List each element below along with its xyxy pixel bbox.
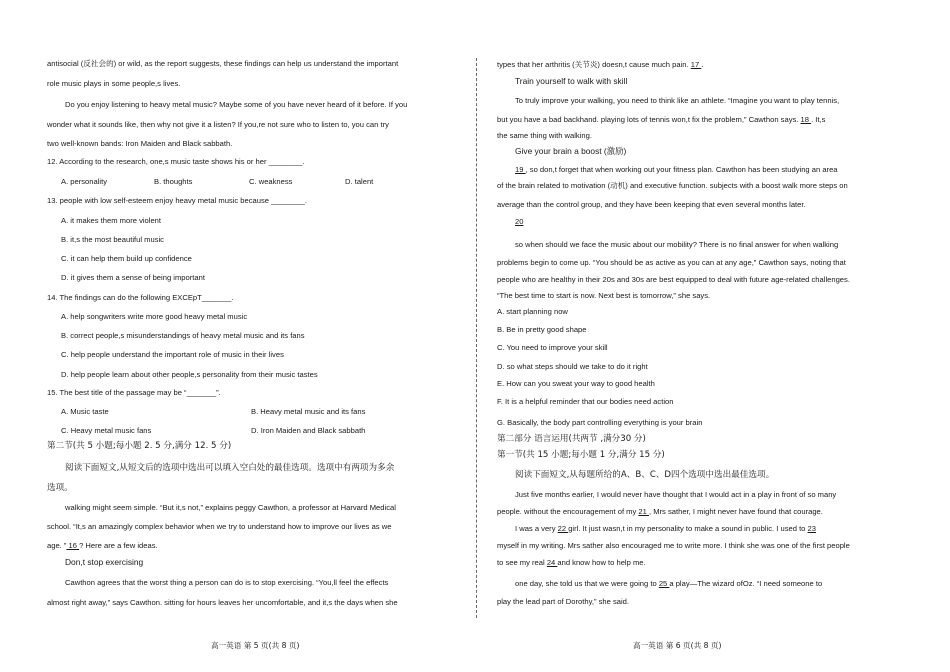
option-13d: D. it gives them a sense of being important [61,273,205,282]
passage-line: people who are healthy in their 20s and 30s are best equipped to deal with future age-related challenges. [497,275,850,284]
option-g: G. Basically, the body part controlling everything is your brain [497,418,703,427]
passage-line: I was a very 22 girl. It just wasn,t in my personality to make a sound in public. I used to 23 [515,524,816,533]
right-page [497,0,905,672]
option-d: D. so what steps should we take to do it right [497,362,648,371]
blank-20: 20 [515,217,524,226]
passage-line: average than the control group, and they have been keeping that even several months later. [497,200,806,209]
page-footer: 高一英语 第 6 页(共 8 页) [633,641,722,650]
option-15d: D. Iron Maiden and Black sabbath [251,426,366,435]
question-15-stem: 15. The best title of the passage may be “_______”. [47,388,221,397]
passage-line: antisocial (反社会的) or wild, as the report suggests, these findings can help us understand the important [47,59,399,68]
passage-line: wonder what it sounds like, then why not give it a listen? If you,re not sure who to listen to, you can try [47,120,389,129]
option-12d: D. talent [345,177,374,186]
option-15a: A. Music taste [61,407,109,416]
option-15c: C. Heavy metal music fans [61,426,152,435]
column-divider [476,58,477,618]
passage-line: Just five months earlier, I would never have thought that I would act in a play in front of so many [515,490,837,499]
passage-line: one day, she told us that we were going to 25 a play—The wizard ofOz. “I need someone to [515,579,823,588]
passage-line: two well-known bands: Iron Maiden and Black sabbath. [47,139,233,148]
blank-19: 19 [515,165,526,174]
blank-22: 22 [557,524,569,533]
option-a: A. start planning now [497,307,568,316]
blank-18: 18 [800,115,812,124]
blank-16: 16 [66,541,80,550]
passage-line: to see my real 24 and know how to help me. [497,558,646,567]
option-14c: C. help people understand the important role of music in their lives [61,350,284,359]
passage-line: problems begin to come up. “You should be as active as you can at any age,” Cawthon says, noting that [497,258,846,267]
passage-line: almost right away,” says Cawthon. sitting for hours leaves her uncomfortable, and it,s the days when she [47,598,398,607]
option-c: C. You need to improve your skill [497,343,608,352]
page-footer: 高一英语 第 5 页(共 8 页) [211,641,300,650]
option-b: B. Be in pretty good shape [497,325,587,334]
option-14b: B. correct people,s misunderstandings of heavy metal music and its fans [61,331,305,340]
passage-line: myself in my writing. Mrs sather also encouraged me to write more. I think she was one of the first people [497,541,850,550]
option-13c: C. it can help them build up confidence [61,254,192,263]
section-2-instructions: 选项。 [47,483,73,493]
passage-line: so when should we face the music about our mobility? There is no final answer for when walking [515,240,839,249]
passage-line: role music plays in some people,s lives. [47,79,181,88]
passage-line: of the brain related to motivation (动机) and executive function. subjects with a boost walk more steps on [497,181,848,190]
question-12-stem: 12. According to the research, one,s music taste shows his or her ________. [47,157,305,166]
subheading: Train yourself to walk with skill [515,76,628,86]
blank-21: 21 [638,507,649,516]
passage-line: types that her arthritis (关节炎) doesn,t cause much pain. 17 . [497,60,704,69]
option-e: E. How can you sweat your way to good health [497,379,655,388]
option-12b: B. thoughts [154,177,193,186]
option-f: F. It is a helpful reminder that our bodies need action [497,397,674,406]
left-page [47,0,455,672]
passage-line: the same thing with walking. [497,131,592,140]
option-15b: B. Heavy metal music and its fans [251,407,366,416]
subheading: Give your brain a boost (激励) [515,146,627,156]
section-2-instructions: 阅读下面短文,从短文后的选项中选出可以填入空白处的最佳选项。选项中有两项为多余 [65,463,395,473]
blank-23: 23 [807,524,816,533]
option-12a: A. personality [61,177,108,186]
option-14a: A. help songwriters write more good heavy metal music [61,312,248,321]
passage-line: but you have a bad backhand. playing lots of tennis won,t fix the problem,” Cawthon says. 18 . It,s [497,115,826,124]
option-14d: D. help people learn about other people,s personality from their music tastes [61,370,318,379]
blank-17: 17 [690,60,702,69]
passage-line: To truly improve your walking, you need to think like an athlete. “Imagine you want to play tennis, [515,96,840,105]
passage-line: walking might seem simple. “But it,s not,” explains peggy Cawthon, a professor at Harvard Medical [65,503,396,512]
subheading: Don,t stop exercising [65,557,144,567]
section-2-title: 第二节(共 5 小题;每小题 2. 5 分,满分 12. 5 分) [47,441,232,451]
passage-line: play the lead part of Dorothy,” she said. [497,597,629,606]
passage-line [515,217,523,227]
passage-line: “The best time to start is now. Next best is tomorrow,” she says. [497,291,711,300]
passage-line: 19 , so don,t forget that when working out your fitness plan. Cawthon has been studying an area [515,165,838,174]
passage-line: school. “It,s an amazingly complex behavior when we try to understand how to improve our lives as we [47,522,392,531]
part-2-title: 第二部分 语言运用(共两节 ,满分30 分) [497,434,646,444]
passage-line: people. without the encouragement of my 21 , Mrs sather, I might never have found that courage. [497,507,823,516]
option-12c: C. weakness [249,177,293,186]
blank-25: 25 [658,579,670,588]
section-1-title: 第一节(共 15 小题;每小题 1 分,满分 15 分) [497,450,665,460]
passage-line: Do you enjoy listening to heavy metal music? Maybe some of you have never heard of it before. If you [65,100,408,109]
passage-line: age. ” 16 ? Here are a few ideas. [47,541,158,550]
blank-24: 24 [546,558,558,567]
option-13b: B. it,s the most beautiful music [61,235,164,244]
section-1-instructions: 阅读下面短文,从每题所给的A、B、C、D四个选项中选出最佳选项。 [515,470,775,480]
passage-line: Cawthon agrees that the worst thing a person can do is to stop exercising. “You,ll feel the effects [65,578,389,587]
option-13a: A. it makes them more violent [61,216,162,225]
question-13-stem: 13. people with low self-esteem enjoy heavy metal music because ________. [47,196,308,205]
question-14-stem: 14. The findings can do the following EXCEpT_______. [47,293,234,302]
